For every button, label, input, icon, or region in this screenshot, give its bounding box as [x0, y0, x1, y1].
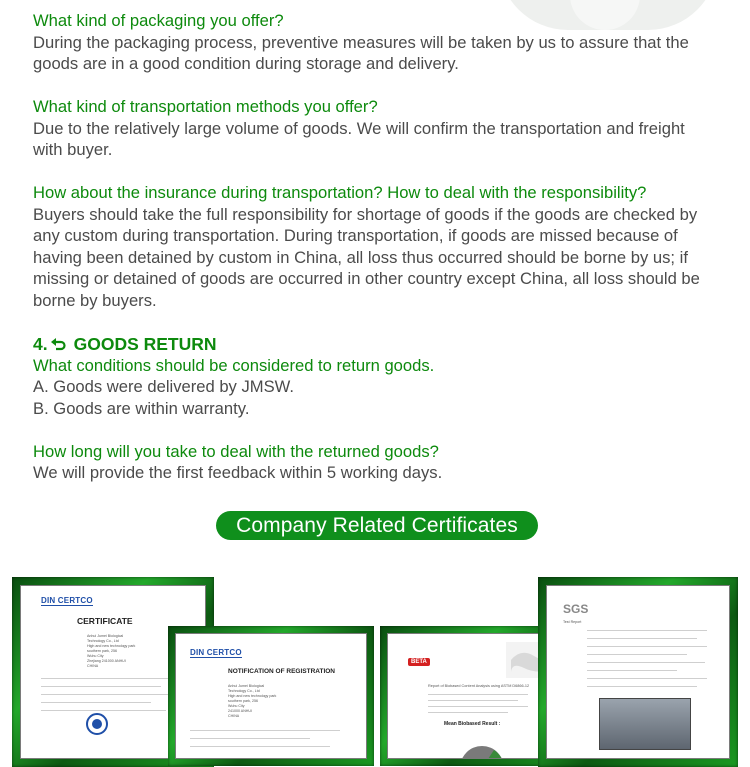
faq-answer-insurance-line: borne by buyers. — [33, 290, 157, 310]
report-heading: Report of Biobased Content Analysis using ASTM D6866-12 — [428, 684, 530, 688]
faq-answer-transport-line: Due to the relatively large volume of goods. We will confirm the transportation and freight — [33, 118, 685, 138]
faq-question-packaging: What kind of packaging you offer? — [33, 11, 284, 30]
certificate-frame-4 — [538, 577, 738, 767]
certificate-title: NOTIFICATION OF REGISTRATION — [228, 668, 336, 675]
certificate-holder-line: Anhui Jumei Biological — [228, 684, 265, 688]
faq-answer-packaging-line: During the packaging process, preventive measures will be taken by us to assure that the — [33, 32, 689, 52]
sgs-logo: SGS — [563, 602, 589, 616]
beta-logo: BETA — [408, 658, 430, 666]
din-certco-logo: DIN CERTCO — [190, 648, 242, 657]
section-title-text: GOODS RETURN — [73, 333, 217, 354]
certificate-holder-line: Wuhu City — [87, 654, 104, 658]
faq-question-transport: What kind of transportation methods you offer? — [33, 97, 378, 116]
certificate-title: CERTIFICATE — [77, 616, 133, 626]
certificate-holder-line: 241000 ANHUI — [228, 709, 252, 713]
certificate-paper-2 — [175, 633, 367, 759]
certificate-holder-line: CHINA — [87, 664, 99, 668]
faq-content — [33, 10, 723, 484]
certificate-holder-line: Wuhu City — [228, 704, 245, 708]
certification-seal-icon — [85, 712, 109, 736]
din-certco-logo: DIN CERTCO — [41, 596, 93, 605]
faq-question-insurance: How about the insurance during transportation? How to deal with the responsibility? — [33, 183, 647, 202]
return-time-answer: We will provide the first feedback within 5 working days. — [33, 463, 443, 482]
return-arrow-icon — [50, 337, 66, 351]
certificate-frame-2 — [168, 626, 374, 766]
report-heading: Test Report — [563, 620, 582, 624]
biobased-result-label: Mean Biobased Result : — [444, 721, 501, 727]
return-conditions-question: What conditions should be considered to return goods. — [33, 355, 435, 375]
certificate-holder-line: Technology Co., Ltd — [87, 639, 119, 643]
certificate-holder-line: southern park, 256 — [228, 699, 258, 703]
certificate-holder-line: southern park, 256 — [87, 649, 117, 653]
certificate-holder-line: Technology Co., Ltd — [228, 689, 260, 693]
certificates-banner: Company Related Certificates — [216, 511, 538, 540]
faq-answer-packaging-line: goods are in a good condition during storage and delivery. — [33, 54, 459, 73]
return-time-question: How long will you take to deal with the returned goods? — [33, 441, 439, 461]
certificate-holder-line: Zhejiang 241000 ANHUI — [87, 659, 126, 663]
pie-chart-icon — [452, 738, 512, 759]
faq-answer-insurance-line: Buyers should take the full responsibility for shortage of goods if the goods are checked by — [33, 204, 698, 224]
faq-answer-insurance-line: missing or detained of goods are occurred in other country except China, all loss should be — [33, 269, 700, 288]
faq-answer-transport-line: with buyer. — [33, 140, 113, 159]
certificate-holder-line: High and new technology park — [228, 694, 277, 698]
certificate-paper-4 — [546, 585, 730, 759]
return-condition-item: B. Goods are within warranty. — [33, 398, 250, 418]
sample-photo — [599, 698, 691, 750]
faq-answer-insurance-line: any custom during transportation. During transportation, if goods are missed because of — [33, 226, 678, 245]
certificate-holder-line: Anhui Jumei Biological — [87, 634, 124, 638]
section-number: 4. — [33, 333, 48, 354]
faq-answer-insurance-line: having been detained by custom in China, all loss thus occurred should be borne by us; if — [33, 247, 688, 267]
certificate-holder-line: CHINA — [228, 714, 240, 718]
certificate-holder-line: High and new technology park — [87, 644, 136, 648]
section-title-goods-return — [33, 333, 723, 355]
return-condition-item: A. Goods were delivered by JMSW. — [33, 377, 294, 396]
